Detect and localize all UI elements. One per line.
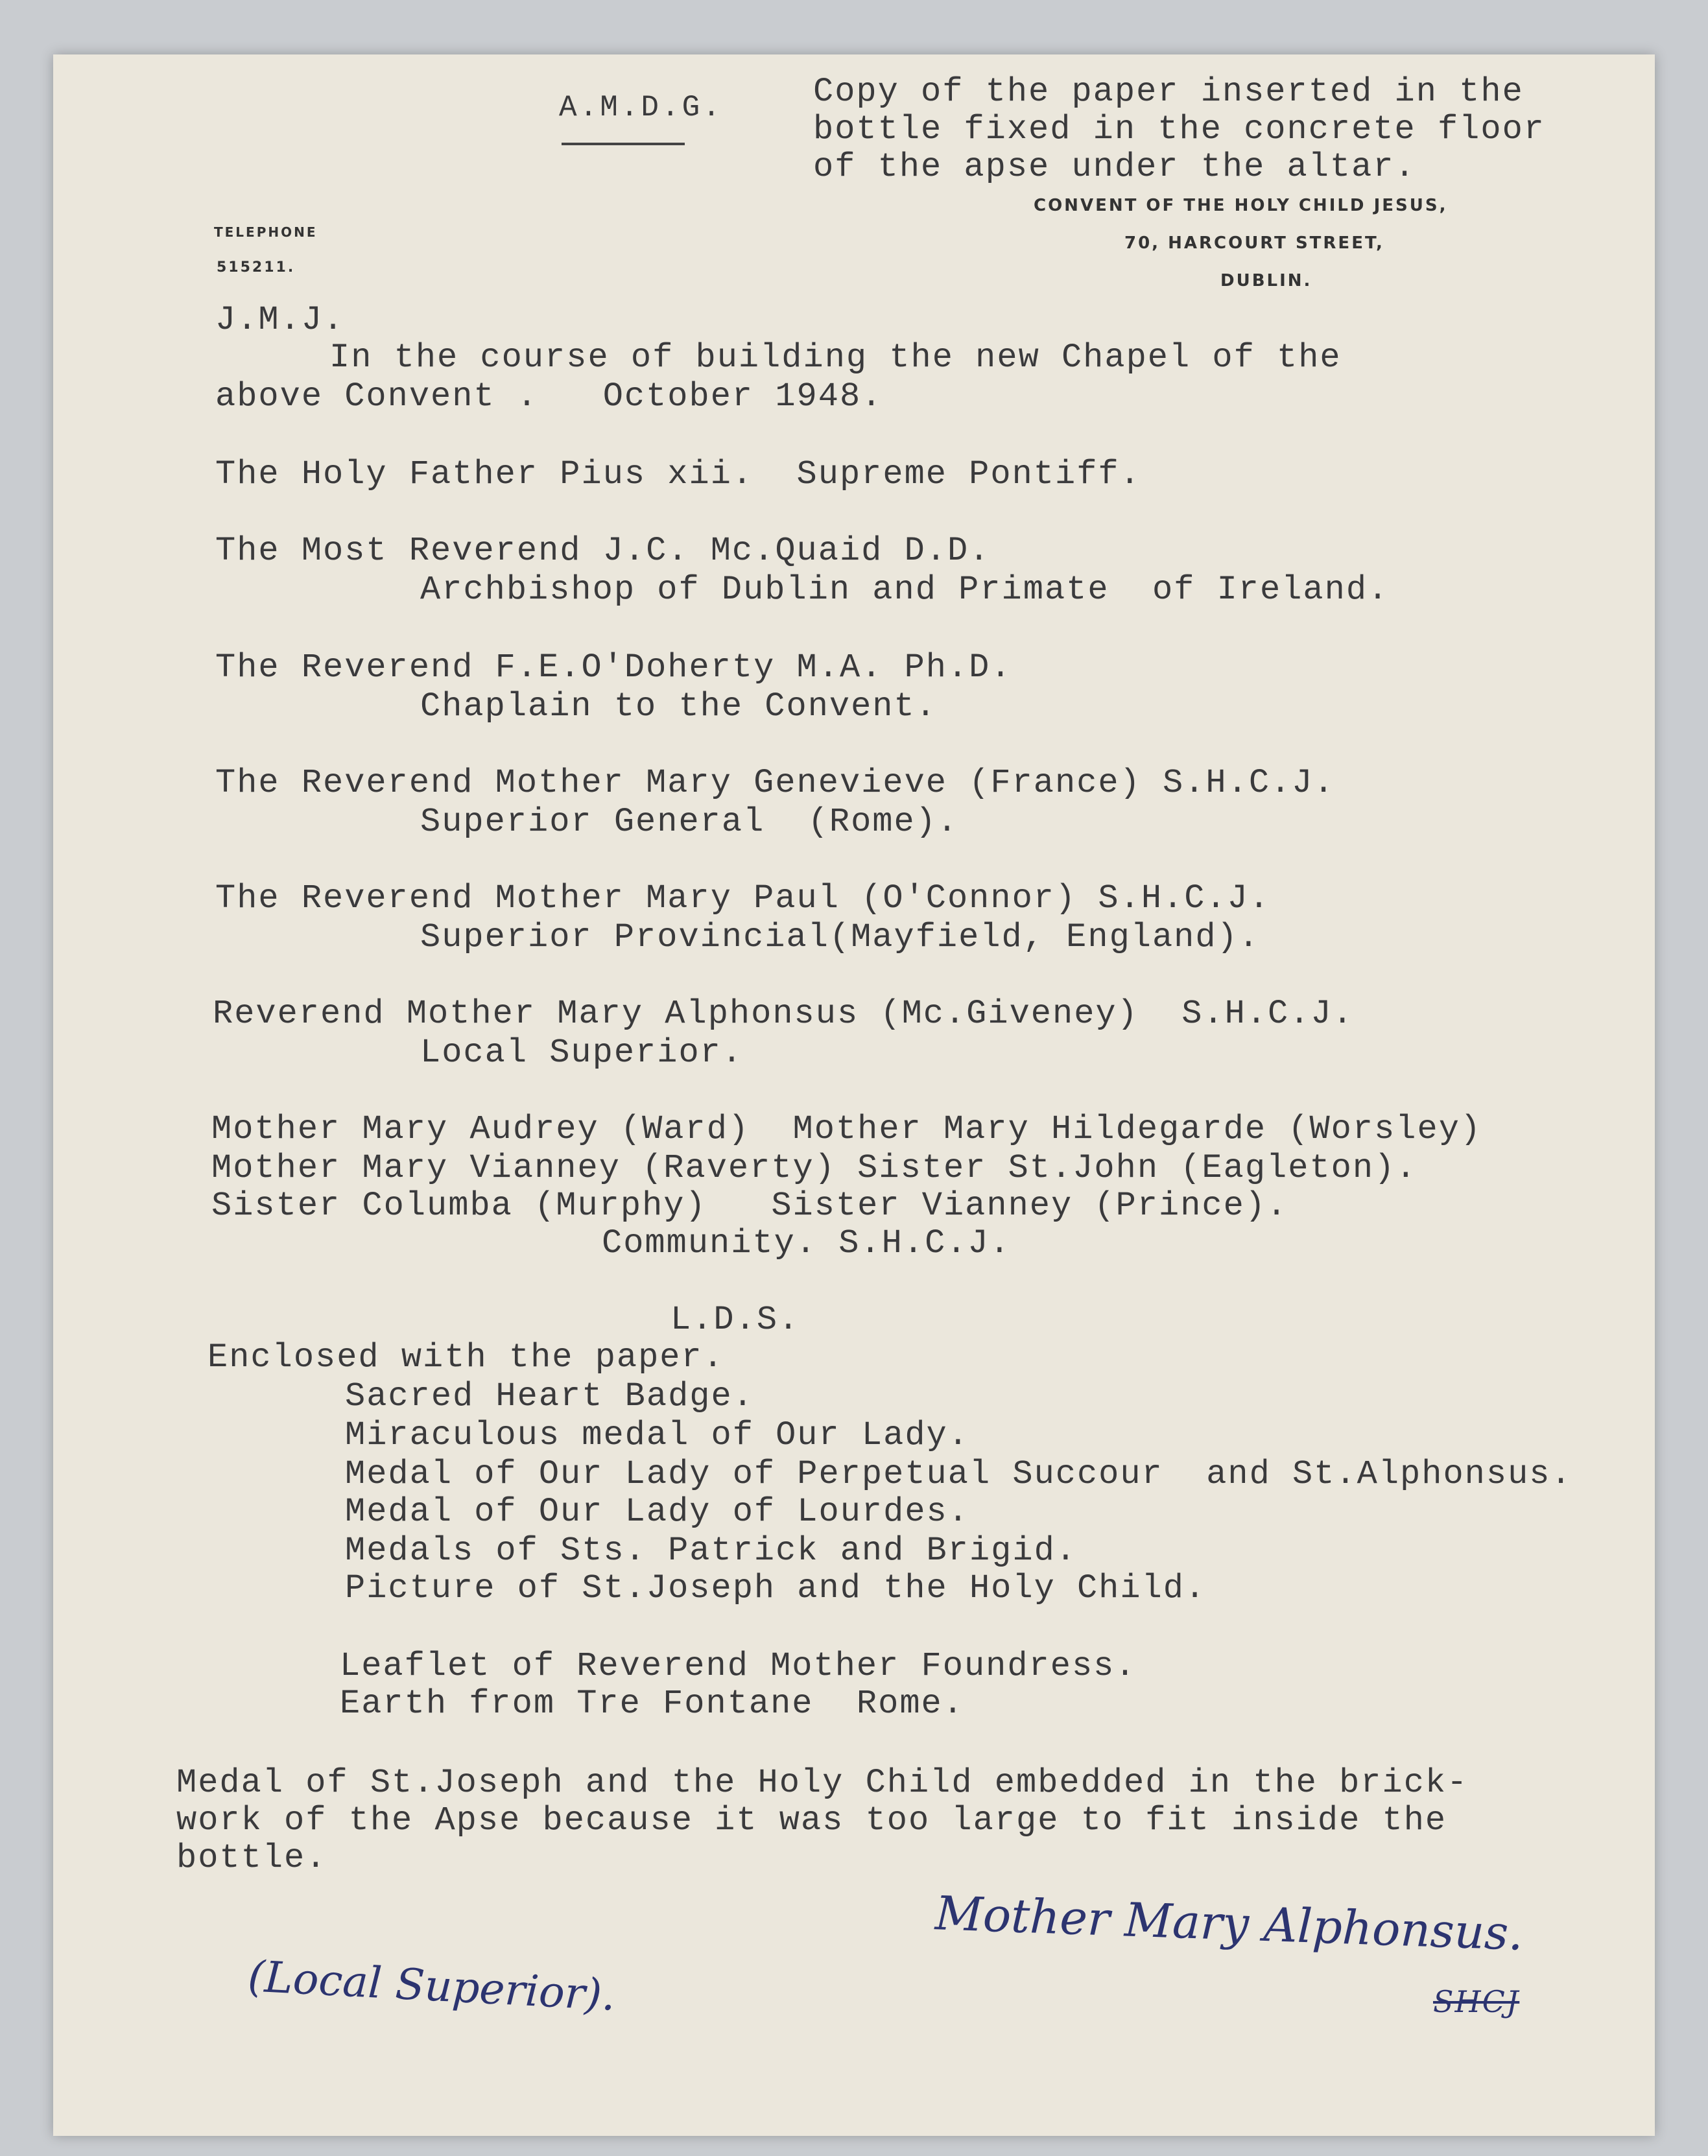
archbishop-line-1: The Most Reverend J.C. Mc.Quaid D.D. <box>215 532 991 570</box>
letterhead-city: DUBLIN. <box>1220 271 1312 290</box>
provincial-line-2: Superior Provincial(Mayfield, England). <box>420 918 1260 956</box>
telephone-label: TELEPHONE <box>214 224 318 240</box>
provincial-line-1: The Reverend Mother Mary Paul (O'Connor) S.H.C.J. <box>215 879 1271 918</box>
archbishop-line-2: Archbishop of Dublin and Primate of Ireland. <box>420 571 1390 609</box>
telephone-number: 515211. <box>217 259 296 276</box>
letter-page <box>53 54 1655 2136</box>
local-line-2: Local Superior. <box>420 1034 744 1072</box>
community-line-3: Sister Columba (Murphy) Sister Vianney (Prince). <box>211 1187 1288 1225</box>
medal-note-line-2: work of the Apse because it was too large to fit inside the <box>176 1801 1447 1840</box>
general-line-2: Superior General (Rome). <box>420 803 959 841</box>
letterhead-convent: CONVENT OF THE HOLY CHILD JESUS, <box>1034 196 1448 215</box>
intro-line-1: In the course of building the new Chapel of the <box>329 338 1342 377</box>
jmj: J.M.J. <box>215 301 345 339</box>
extra-item-2: Earth from Tre Fontane Rome. <box>340 1685 964 1723</box>
community-line-1: Mother Mary Audrey (Ward) Mother Mary Hildegarde (Worsley) <box>211 1110 1482 1148</box>
enclosed-item-5: Medals of Sts. Patrick and Brigid. <box>345 1532 1077 1570</box>
enclosed-heading: Enclosed with the paper. <box>208 1338 724 1377</box>
enclosed-item-4: Medal of Our Lady of Lourdes. <box>345 1493 969 1531</box>
enclosed-item-6: Picture of St.Joseph and the Holy Child. <box>345 1569 1207 1607</box>
chaplain-line-1: The Reverend F.E.O'Doherty M.A. Ph.D. <box>215 648 1012 687</box>
pope-line: The Holy Father Pius xii. Supreme Pontiff. <box>215 455 1141 493</box>
enclosed-item-2: Miraculous medal of Our Lady. <box>345 1416 969 1454</box>
letterhead-street: 70, HARCOURT STREET, <box>1124 233 1384 253</box>
medal-note-line-1: Medal of St.Joseph and the Holy Child embedded in the brick- <box>176 1764 1469 1802</box>
enclosed-item-3: Medal of Our Lady of Perpetual Succour and St.Alphonsus. <box>345 1455 1572 1493</box>
local-line-1: Reverend Mother Mary Alphonsus (Mc.Giveney) S.H.C.J. <box>213 995 1354 1033</box>
medal-note-line-3: bottle. <box>176 1839 327 1877</box>
community-line-2: Mother Mary Vianney (Raverty) Sister St.John (Eagleton). <box>211 1149 1417 1187</box>
signature-name: Mother Mary Alphonsus. <box>934 1886 1524 1961</box>
general-line-1: The Reverend Mother Mary Genevieve (France) S.H.C.J. <box>215 764 1335 802</box>
note-line-1: Copy of the paper inserted in the <box>813 73 1524 111</box>
note-line-2: bottle fixed in the concrete floor <box>813 110 1545 148</box>
chaplain-line-2: Chaplain to the Convent. <box>420 687 937 726</box>
community-line-4: Community. S.H.C.J. <box>602 1224 1011 1262</box>
lds: L.D.S. <box>670 1301 800 1339</box>
signature-initials: SHCJ <box>1433 1984 1520 2019</box>
note-line-3: of the apse under the altar. <box>813 148 1416 186</box>
intro-line-2: above Convent . October 1948. <box>215 377 883 416</box>
signature-title: (Local Superior). <box>246 1951 617 2020</box>
extra-item-1: Leaflet of Reverend Mother Foundress. <box>340 1647 1137 1685</box>
enclosed-item-1: Sacred Heart Badge. <box>345 1377 754 1416</box>
monogram-underline <box>562 143 685 145</box>
amdg-monogram: A.M.D.G. <box>559 91 723 124</box>
